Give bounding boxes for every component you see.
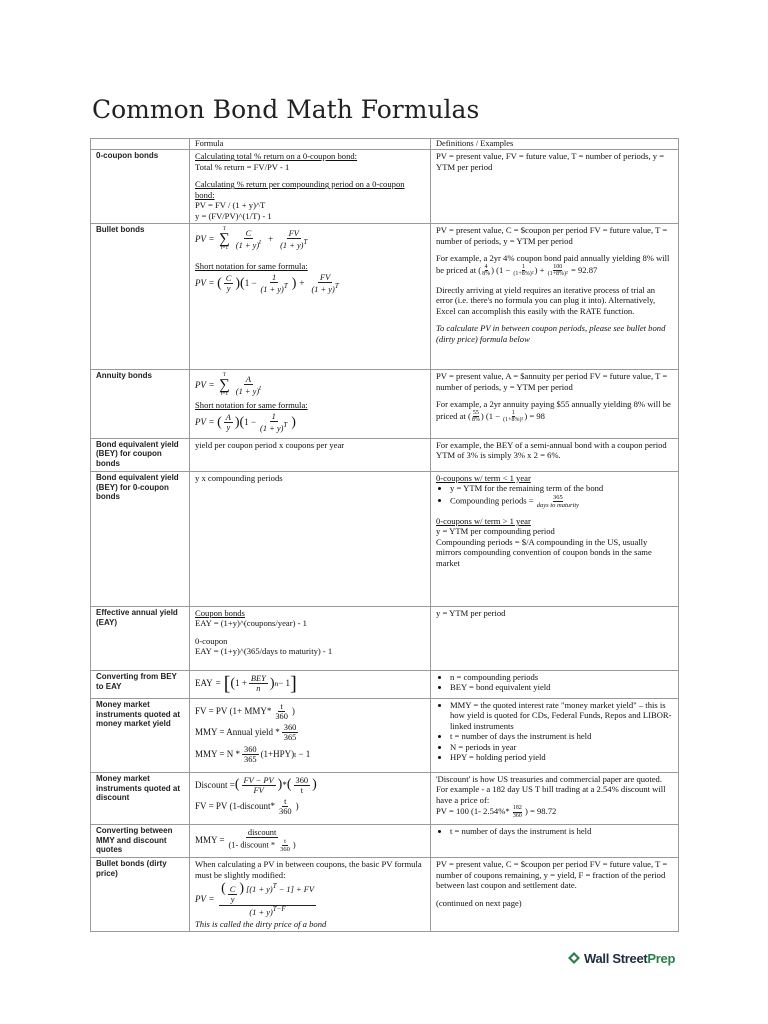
definition-cell xyxy=(431,698,679,772)
list-item: • n = compounding periods xyxy=(450,672,673,682)
formula-heading: Short notation for same formula: xyxy=(195,260,308,271)
definition-text: PV = present value, A = $annuity per period FV = future value, T = number of periods, y = YTM per period xyxy=(436,371,668,392)
list-item: • y = YTM for the remaining term of the bond xyxy=(450,483,673,493)
formula-heading: Coupon bonds xyxy=(195,607,245,618)
definition-cell xyxy=(431,224,679,370)
definition-cell xyxy=(431,772,679,824)
table-header-row xyxy=(91,139,679,150)
definition-text: Directly arriving at yield requires an iterative process of trial an error (i.e. there's no formula you can plug it into). Alternatively, Excel can accomplish this easily with the RATE function. xyxy=(436,284,656,316)
formula-heading: Calculating % return per compounding period on a 0-coupon bond: xyxy=(195,179,405,200)
discount-example: PV = 100 (1- 2.54%* $\frac{182}{360}$ ) = 98.72 xyxy=(436,805,557,819)
definition-cell xyxy=(431,471,679,606)
definition-cell: y = YTM per period xyxy=(431,606,679,670)
list-item: • N = periods in year xyxy=(450,742,673,752)
definition-text: y = YTM per compounding period xyxy=(436,526,555,537)
page-title: Common Bond Math Formulas xyxy=(92,95,480,124)
pv-sum-formula: PV = T ∑ t=1 $\frac{C}{(1 + y)^t}$ + $\frac{FV}{(1 + y)^T}$ xyxy=(195,226,308,252)
mmy-formula-1: FV = PV (1+ MMY* $\frac{t}{360}$ ) xyxy=(195,701,295,721)
row-label: Bullet bonds xyxy=(91,224,190,370)
dirty-price-formula: PV = ( $\frac{C}{y}$ ) $[(1 + y)^T - 1]$ + FV $(1 + y)^{T-F}$ xyxy=(195,881,314,917)
annuity-short-formula: PV = ( $\frac{A}{y}$ ) ( 1 − $\frac{1}{(1 + y)^T}$ ) xyxy=(195,412,296,434)
list-item: • Compounding periods = $\frac{365}{\text{days to maturity}}$ xyxy=(450,494,673,509)
formula-cell xyxy=(190,224,431,370)
formula-heading: 0-coupon xyxy=(195,635,228,646)
mmy-discount-formula: MMY = discount (1- discount * $\frac{t}{360}$ ) xyxy=(195,827,296,854)
row-label: Money market instruments quoted at money market yield xyxy=(91,698,190,772)
leaf-logo-icon xyxy=(566,950,582,966)
formula-cell xyxy=(190,370,431,438)
table-row xyxy=(91,471,679,606)
row-label: Converting from BEY to EAY xyxy=(91,670,190,698)
table-row xyxy=(91,150,679,224)
definition-heading: 0-coupons w/ term < 1 year xyxy=(436,472,531,483)
wall-street-prep-logo xyxy=(566,950,675,966)
bey-eay-formula: EAY = [ ( 1 + $\frac{\text{BEY}}{n}$ ) n − 1 ] xyxy=(195,672,297,695)
definition-cell: PV = present value, FV = future value, T = number of periods, y = YTM per period xyxy=(431,150,679,224)
table-row xyxy=(91,606,679,670)
discount-formula: Discount = ( $\frac{FV - PV}{FV}$ ) * ( $\frac{360}{t}$ ) xyxy=(195,775,317,795)
row-label: 0-coupon bonds xyxy=(91,150,190,224)
header-definitions: Definitions / Examples xyxy=(431,139,679,150)
formula-cell xyxy=(190,772,431,824)
definition-text: 'Discount' is how US treasuries and commercial paper are quoted. For example - a 182 day US T bill trading at a 2.54% discount will have a price of: xyxy=(436,773,666,805)
formula-heading: Calculating total % return on a 0-coupon bond: xyxy=(195,151,358,162)
list-item: • t = number of days the instrument is held xyxy=(450,826,673,836)
list-item: • t = number of days the instrument is held xyxy=(450,731,673,741)
definition-text: PV = present value, C = $coupon per period FV = future value, T = number of coupons remaining, y = yield, F = fraction of the period between last coupon and settlement date. xyxy=(436,859,668,891)
bullet-example: For example, a 2yr 4% coupon bond paid annually yielding 8% will be priced at ( $\frac{4}{8\%}$ ) (1 − $\frac{1}{\text{(1+8\%)²}}$ ) + $\frac{100}{\text{(1+8\%)²}}$ = 92.87 xyxy=(436,253,670,278)
row-label: Annuity bonds xyxy=(91,370,190,438)
formula-line: EAY = (1+y)^(coupons/year) - 1 xyxy=(195,618,307,629)
formula-line: y = (FV/PV)^(1/T) - 1 xyxy=(195,210,272,221)
discount-fv-formula: FV = PV (1-discount* $\frac{t}{360}$ ) xyxy=(195,797,299,817)
definition-text: PV = present value, C = $coupon per period FV = future value, T = number of periods, y = YTM per period xyxy=(436,225,668,246)
list-item: • MMY = the quoted interest rate "money market yield" – this is how yield is quoted for CDs, Federal Funds, Repos and LIBOR-linked instruments xyxy=(450,700,673,731)
formula-heading: Short notation for same formula: xyxy=(195,399,308,410)
formula-cell xyxy=(190,858,431,932)
formula-cell: y x compounding periods xyxy=(190,471,431,606)
table-row xyxy=(91,772,679,824)
definition-text: Compounding periods = $/A compounding in the US, usually mirrors compounding convention of coupon bonds in the same market xyxy=(436,536,652,568)
pv-short-formula: PV = ( $\frac{C}{y}$ ) ( 1 − $\frac{1}{(1 + y)^T}$ ) + $\frac{FV}{(1 + y)^T}$ xyxy=(195,273,339,295)
list-item: • BEY = bond equivalent yield xyxy=(450,682,673,692)
table-row xyxy=(91,224,679,370)
definition-cell xyxy=(431,370,679,438)
header-empty xyxy=(91,139,190,150)
definition-cell xyxy=(431,670,679,698)
row-label: Effective annual yield (EAY) xyxy=(91,606,190,670)
row-label: Money market instruments quoted at discount xyxy=(91,772,190,824)
table-row xyxy=(91,858,679,932)
formula-line: EAY = (1+y)^(365/days to maturity) - 1 xyxy=(195,646,333,657)
header-formula: Formula xyxy=(190,139,431,150)
continued-note: (continued on next page) xyxy=(436,897,522,908)
list-item: • HPY = holding period yield xyxy=(450,752,673,762)
formula-heading: When calculating a PV in between coupons, the basic PV formula must be slightly modified: xyxy=(195,859,422,880)
table-row xyxy=(91,670,679,698)
formula-cell: yield per coupon period x coupons per year xyxy=(190,438,431,471)
annuity-sum-formula: PV = T ∑ t=1 $\frac{A}{(1 + y)^t}$ xyxy=(195,372,262,398)
formula-cell xyxy=(190,606,431,670)
formula-cell xyxy=(190,824,431,858)
definition-heading: 0-coupons w/ term > 1 year xyxy=(436,516,531,526)
formula-line: PV = FV / (1 + y)^T xyxy=(195,200,266,211)
table-row xyxy=(91,370,679,438)
formula-cell xyxy=(190,698,431,772)
logo-text-accent: Prep xyxy=(647,950,676,966)
definition-cell xyxy=(431,824,679,858)
formula-cell xyxy=(190,670,431,698)
table-row xyxy=(91,438,679,471)
row-label: Bond equivalent yield (BEY) for coupon bonds xyxy=(91,438,190,471)
annuity-example: For example, a 2yr annuity paying $55 annually yielding 8% will be priced at ( $\frac{55}{8\%}$ ) (1 − $\frac{1}{\text{(1+8\%)²}}$ ) = 98 xyxy=(436,399,671,424)
row-label: Bullet bonds (dirty price) xyxy=(91,858,190,932)
row-label: Converting between MMY and discount quotes xyxy=(91,824,190,858)
definition-note: To calculate PV in between coupon periods, please see bullet bond (dirty price) formula below xyxy=(436,323,666,344)
mmy-formula-2: MMY = Annual yield * $\frac{360}{365}$ xyxy=(195,723,297,743)
table-row xyxy=(91,824,679,858)
logo-text-main: Wall Street xyxy=(584,950,648,966)
mmy-formula-3: MMY = N * $\frac{360}{365}$ (1+HPY) t − 1 xyxy=(195,744,311,764)
formula-note: This is called the dirty price of a bond xyxy=(195,918,327,929)
formula-cell xyxy=(190,150,431,224)
formula-table xyxy=(90,138,679,932)
table-row xyxy=(91,698,679,772)
row-label: Bond equivalent yield (BEY) for 0-coupon bonds xyxy=(91,471,190,606)
definition-cell xyxy=(431,858,679,932)
definition-cell: For example, the BEY of a semi-annual bond with a coupon period YTM of 3% is simply 3% x 2 = 6%. xyxy=(431,438,679,471)
formula-line: Total % return = FV/PV - 1 xyxy=(195,161,290,172)
